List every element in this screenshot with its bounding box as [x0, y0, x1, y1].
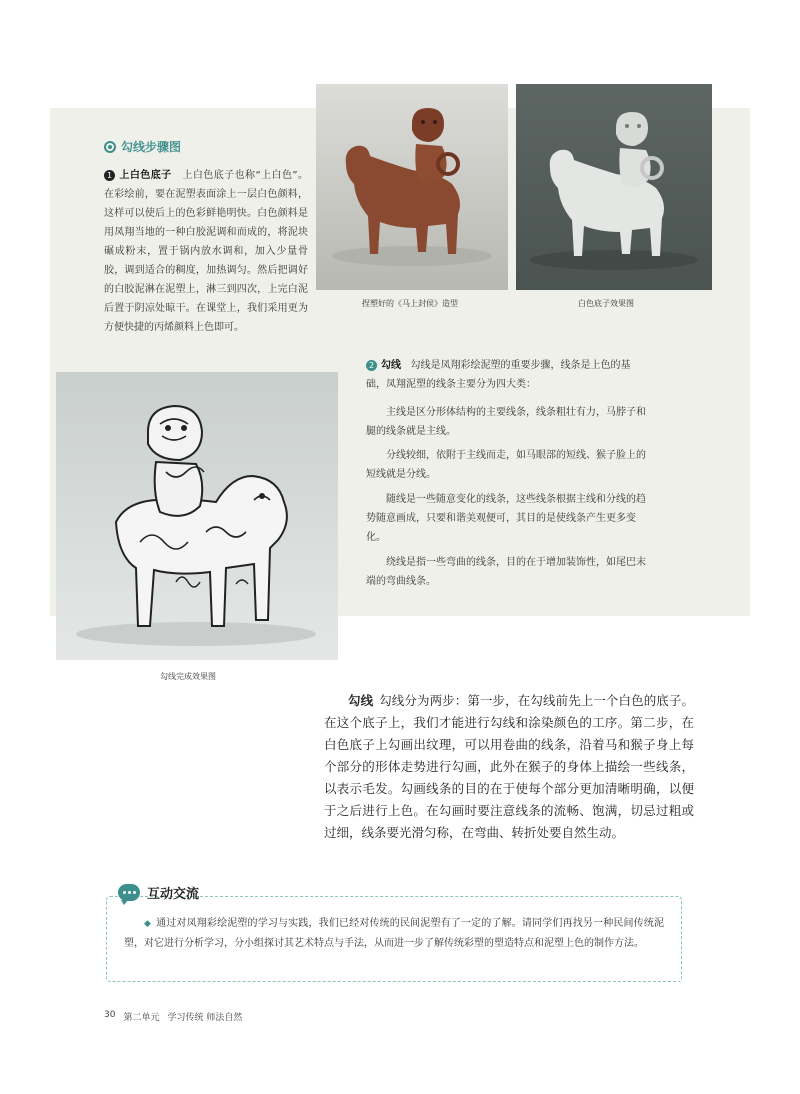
step1-block [104, 166, 308, 337]
photo-clay-figure [316, 84, 508, 290]
interaction-header [118, 883, 199, 902]
photo-line-finished [56, 372, 338, 660]
section-title [104, 138, 181, 155]
main-paragraph [324, 690, 694, 844]
line-type-main: 主线是区分形体结构的主要线条，线条粗壮有力，马脖子和腿的线条就是主线。 [366, 407, 646, 437]
page-number: 30 [104, 1010, 116, 1020]
step1-heading: 上白色底子 [119, 170, 172, 181]
step2-number-badge: 2 [366, 360, 377, 371]
footer-unit: 第二单元 [123, 1013, 160, 1023]
photo-white-base [516, 84, 712, 290]
page-footer [104, 1010, 242, 1023]
caption-photo-a: 捏塑好的《马上封侯》造型 [362, 299, 458, 308]
footer-subtitle: 学习传统 师法自然 [167, 1013, 243, 1023]
step2-heading: 勾线 [381, 360, 401, 371]
section-title-text: 勾线步骤图 [121, 140, 182, 154]
line-type-follow: 随线是一些随意变化的线条，这些线条根据主线和分线的趋势随意画成，只要和谐美观便可，其目的是使线条产生更多变化。 [366, 494, 646, 543]
caption-photo-c: 勾线完成效果图 [160, 672, 216, 681]
interaction-text [124, 914, 664, 953]
interaction-title: 互动交流 [147, 887, 200, 902]
main-lead: 勾线 [348, 693, 374, 708]
step1-number-badge: 1 [104, 170, 115, 181]
main-body: 勾线分为两步：第一步，在勾线前先上一个白色的底子。在这个底子上，我们才能进行勾线和涂染颜色的工序。第二步，在白色底子上勾画出纹理，可以用卷曲的线条，沿着马和猴子身上每个部分的形体走势进行勾画，此外在猴子的身体上描绘一些线条，以表示毛发。勾画线条的目的在于使每个部分更加清晰明确，以便于之后进行上色。在勾画时要注意线条的流畅、饱满，切忌过粗或过细，线条要光滑匀称，在弯曲、转折处要自然生动。 [324, 693, 694, 840]
chat-bubble-icon [118, 884, 140, 901]
target-icon [104, 141, 116, 153]
caption-photo-b: 白色底子效果图 [578, 299, 634, 308]
interaction-body: 通过对凤翔彩绘泥塑的学习与实践，我们已经对传统的民间泥塑有了一定的了解。请同学们再找另一种民间传统泥塑，对它进行分析学习，分小组探讨其艺术特点与手法，从而进一步了解传统彩塑的塑造特点和泥塑上色的制作方法。 [124, 918, 665, 949]
diamond-bullet-icon: ◆ [144, 919, 152, 929]
step1-body: 上白色底子也称“上白色”。在彩绘前，要在泥塑表面涂上一层白色颜料，这样可以使后上的色彩鲜艳明快。白色颜料是用凤翔当地的一种白胶泥调和而成的，将泥块碾成粉末，置于锅内放水调和，加入少量骨胶，调到适合的稠度，加热调匀。然后把调好的白胶泥淋在泥塑上，淋三到四次，上完白泥后置于阴凉处晾干。在课堂上，我们采用更为方便快捷的丙烯颜料上色即可。 [104, 170, 308, 333]
step2-block [366, 356, 646, 394]
line-type-branch: 分线较细，依附于主线而走，如马眼部的短线、猴子脸上的短线就是分线。 [366, 450, 646, 480]
line-type-wrap: 绕线是指一些弯曲的线条，目的在于增加装饰性，如尾巴末端的弯曲线条。 [366, 557, 646, 587]
step2-body: 勾线是凤翔彩绘泥塑的重要步骤，线条是上色的基础，凤翔泥塑的线条主要分为四大类： [366, 360, 631, 390]
